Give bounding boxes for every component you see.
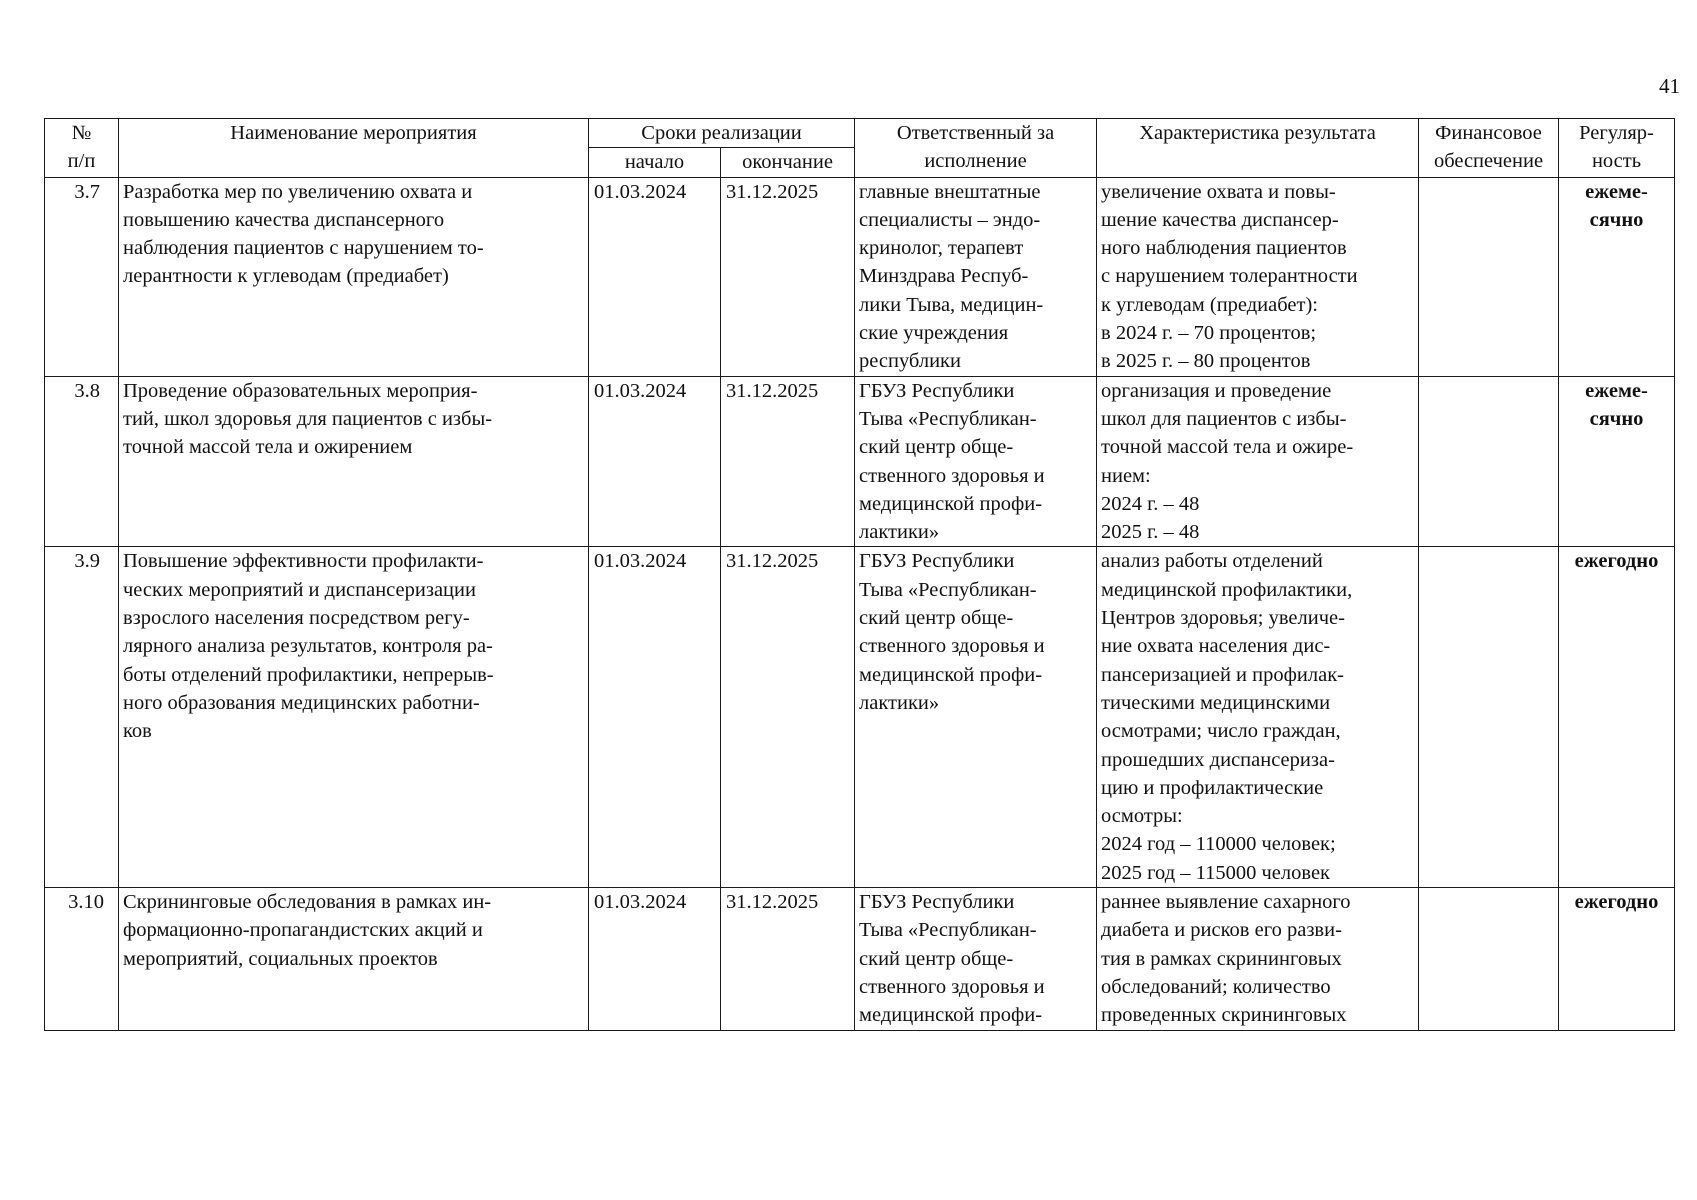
header-result: Характеристика результата: [1097, 119, 1419, 178]
page-number: 41: [1659, 74, 1680, 98]
header-regularity: Регуляр- ность: [1559, 119, 1675, 178]
row-num: 3.7: [45, 177, 119, 376]
header-finance: Финансовое обеспечение: [1419, 119, 1559, 178]
header-end: окончание: [721, 148, 855, 177]
row-start-date: 01.03.2024: [589, 547, 721, 888]
row-start-date: 01.03.2024: [589, 376, 721, 547]
header-terms: Сроки реализации: [589, 119, 855, 148]
table-row: [45, 177, 1675, 376]
header-row-1: [45, 119, 1675, 148]
row-regularity: ежегодно: [1559, 547, 1675, 888]
row-num: 3.9: [45, 547, 119, 888]
row-name: Повышение эффективности профилакти- ческих мероприятий и диспансеризации взрослого населения посредством регу- лярного анализа результатов, контроля ра- боты отделений профилактики, непрерыв- ного образования медицинских работни- ков: [119, 547, 589, 888]
row-regularity: ежеме- сячно: [1559, 177, 1675, 376]
header-responsible: Ответственный за исполнение: [855, 119, 1097, 178]
row-end-date: 31.12.2025: [721, 888, 855, 1030]
row-regularity: ежегодно: [1559, 888, 1675, 1030]
header-start: начало: [589, 148, 721, 177]
row-finance: [1419, 888, 1559, 1030]
table-row: [45, 547, 1675, 888]
header-name: Наименование мероприятия: [119, 119, 589, 178]
activities-table: [44, 118, 1675, 1031]
row-name: Разработка мер по увеличению охвата и повышению качества диспансерного наблюдения пациентов с нарушением то- лерантности к углеводам (предиабет): [119, 177, 589, 376]
row-end-date: 31.12.2025: [721, 177, 855, 376]
row-num: 3.10: [45, 888, 119, 1030]
row-responsible: главные внештатные специалисты – эндо- кринолог, терапевт Минздрава Респуб- лики Тыва, медицин- ские учреждения республики: [855, 177, 1097, 376]
row-name: Скрининговые обследования в рамках ин- формационно-пропагандистских акций и мероприятий, социальных проектов: [119, 888, 589, 1030]
row-end-date: 31.12.2025: [721, 376, 855, 547]
table-row: [45, 376, 1675, 547]
row-start-date: 01.03.2024: [589, 888, 721, 1030]
table-row: [45, 888, 1675, 1030]
row-end-date: 31.12.2025: [721, 547, 855, 888]
row-finance: [1419, 177, 1559, 376]
row-finance: [1419, 376, 1559, 547]
row-result: увеличение охвата и повы- шение качества диспансер- ного наблюдения пациентов с нарушением толерантности к углеводам (предиабет): в 2024 г. – 70 процентов; в 2025 г. – 80 процентов: [1097, 177, 1419, 376]
row-result: анализ работы отделений медицинской профилактики, Центров здоровья; увеличе- ние охвата населения дис- пансеризацией и профилак- тическими медицинскими осмотрами; число граждан, прошедших диспансериза- цию и профилактические осмотры: 2024 год – 110000 человек; 2025 год – 115000 человек: [1097, 547, 1419, 888]
row-regularity: ежеме- сячно: [1559, 376, 1675, 547]
row-result: раннее выявление сахарного диабета и рисков его разви- тия в рамках скрининговых обследований; количество проведенных скрининговых: [1097, 888, 1419, 1030]
row-finance: [1419, 547, 1559, 888]
row-responsible: ГБУЗ Республики Тыва «Республикан- ский центр обще- ственного здоровья и медицинской профи-: [855, 888, 1097, 1030]
row-result: организация и проведение школ для пациентов с избы- точной массой тела и ожире- нием: 2024 г. – 48 2025 г. – 48: [1097, 376, 1419, 547]
header-num: № п/п: [45, 119, 119, 178]
row-responsible: ГБУЗ Республики Тыва «Республикан- ский центр обще- ственного здоровья и медицинской профи- лактики»: [855, 547, 1097, 888]
row-responsible: ГБУЗ Республики Тыва «Республикан- ский центр обще- ственного здоровья и медицинской профи- лактики»: [855, 376, 1097, 547]
row-name: Проведение образовательных мероприя- тий, школ здоровья для пациентов с избы- точной массой тела и ожирением: [119, 376, 589, 547]
row-start-date: 01.03.2024: [589, 177, 721, 376]
row-num: 3.8: [45, 376, 119, 547]
